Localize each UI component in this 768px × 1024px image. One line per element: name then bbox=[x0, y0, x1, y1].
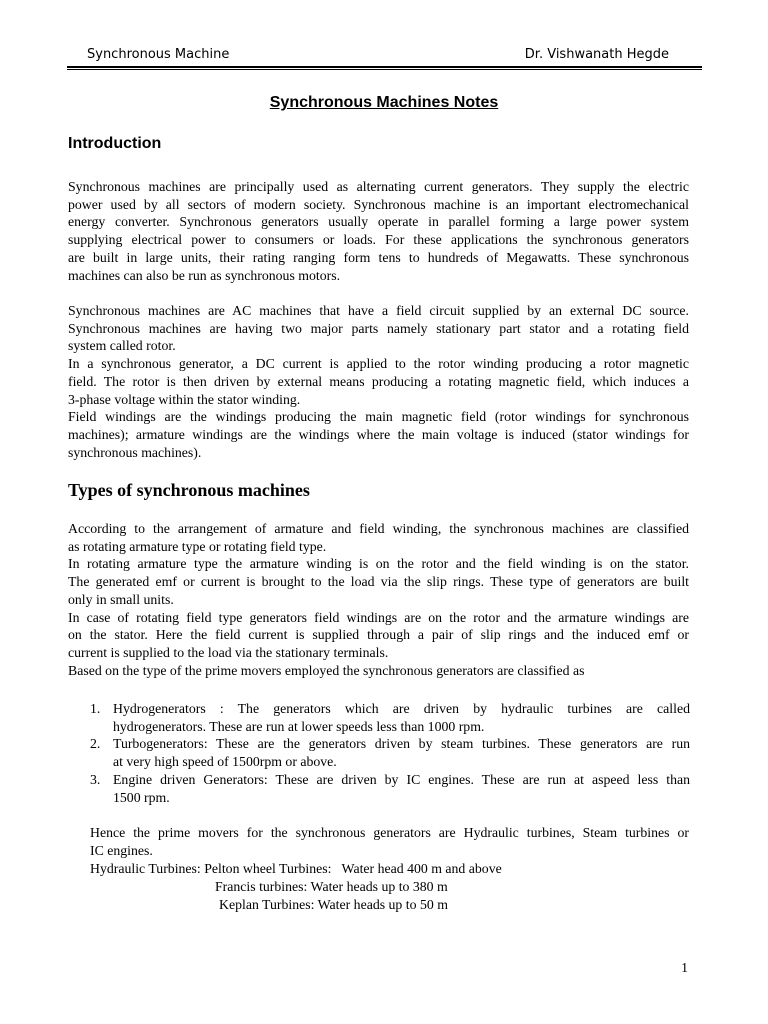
list-item bbox=[90, 771, 690, 806]
text-line: energy converter. Synchronous generators usually operate in parallel forming a large power system bbox=[68, 214, 689, 230]
prime-movers-paragraph bbox=[90, 824, 689, 859]
turbine-line-francis: Francis turbines: Water heads up to 380 m bbox=[215, 879, 448, 894]
text-line: machines); armature windings are the windings where the main voltage is induced (stator windings for bbox=[68, 426, 689, 442]
text-line: Synchronous machines are principally used as alternating current generators. They supply the electric bbox=[68, 179, 689, 194]
header-rule bbox=[67, 66, 702, 70]
text-line: According to the arrangement of armature and field winding, the synchronous machines are classified bbox=[68, 521, 689, 536]
text-line: are built in large units, their rating ranging form tens to hundreds of Megawatts. These synchronous bbox=[68, 249, 689, 265]
text-line: field. The rotor is then driven by external means producing a rotating magnetic field, which induces a bbox=[68, 373, 689, 389]
running-header bbox=[67, 47, 702, 67]
text-line: 1500 rpm. bbox=[113, 789, 170, 805]
list-number: 1. bbox=[90, 701, 101, 716]
text-line: The generated emf or current is brought to the load via the slip rings. These type of generators are built bbox=[68, 574, 689, 590]
heading-types: Types of synchronous machines bbox=[68, 480, 310, 500]
text-line: Field windings are the windings producing the main magnetic field (rotor windings for synchronous bbox=[68, 409, 689, 425]
text-line: Synchronous machines are having two major parts namely stationary part stator and a rotating field bbox=[68, 320, 689, 336]
header-author: Dr. Vishwanath Hegde bbox=[524, 47, 669, 62]
text-line: Turbogenerators: These are the generators driven by steam turbines. These generators are run bbox=[113, 736, 690, 752]
header-course-title: Synchronous Machine bbox=[87, 47, 230, 62]
text-line: at very high speed of 1500rpm or above. bbox=[113, 754, 337, 770]
text-line: 3-phase voltage within the stator winding. bbox=[68, 391, 301, 407]
text-line: as rotating armature type or rotating field type. bbox=[68, 538, 327, 554]
text-line: current is supplied to the load via the stationary terminals. bbox=[68, 644, 389, 660]
turbine-line-pelton: Hydraulic Turbines: Pelton wheel Turbines: Water head 400 m and above bbox=[90, 861, 502, 876]
text-line: machines can also be run as synchronous motors. bbox=[68, 267, 341, 283]
list-number: 3. bbox=[90, 771, 101, 787]
text-line: on the stator. Here the field current is supplied through a pair of slip rings and the induced emf or bbox=[68, 627, 689, 643]
text-line: In a synchronous generator, a DC current is applied to the rotor winding producing a rotor magnetic bbox=[68, 356, 689, 372]
list-number: 2. bbox=[90, 736, 101, 752]
text-line: IC engines. bbox=[90, 842, 153, 858]
text-line: In rotating armature type the armature winding is on the rotor and the field winding is on the stator. bbox=[68, 556, 689, 572]
intro-paragraph-1 bbox=[68, 178, 689, 284]
text-line: Engine driven Generators: These are driven by IC engines. These are run at aspeed less than bbox=[113, 771, 690, 787]
text-line: hydrogenerators. These are run at lower speeds less than 1000 rpm. bbox=[113, 718, 485, 734]
text-line: Synchronous machines are AC machines that have a field circuit supplied by an external DC source. bbox=[68, 303, 689, 318]
turbine-line-keplan: Keplan Turbines: Water heads up to 50 m bbox=[219, 897, 448, 912]
text-line: only in small units. bbox=[68, 591, 174, 607]
page-title: Synchronous Machines Notes bbox=[269, 94, 499, 111]
text-line: supplying electrical power to consumers or loads. For these applications the synchronous generators bbox=[68, 232, 689, 248]
heading-introduction: Introduction bbox=[68, 135, 162, 152]
intro-paragraph-2 bbox=[68, 302, 689, 461]
text-line: In case of rotating field type generators field windings are on the rotor and the armature windings are bbox=[68, 609, 689, 625]
text-line: Based on the type of the prime movers employed the synchronous generators are classified as bbox=[68, 662, 585, 678]
list-item bbox=[90, 735, 690, 770]
text-line: Hydrogenerators : The generators which are driven by hydraulic turbines are called bbox=[113, 701, 690, 716]
list-item bbox=[90, 700, 690, 735]
text-line: system called rotor. bbox=[68, 338, 176, 354]
generator-types-list bbox=[90, 700, 690, 806]
text-line: synchronous machines). bbox=[68, 444, 202, 460]
text-line: Hence the prime movers for the synchronous generators are Hydraulic turbines, Steam turbines or bbox=[90, 825, 689, 840]
page-number: 1 bbox=[681, 960, 688, 975]
text-line: power used by all sectors of modern society. Synchronous machine is an important electromechanical bbox=[68, 196, 689, 212]
types-paragraph bbox=[68, 520, 689, 679]
